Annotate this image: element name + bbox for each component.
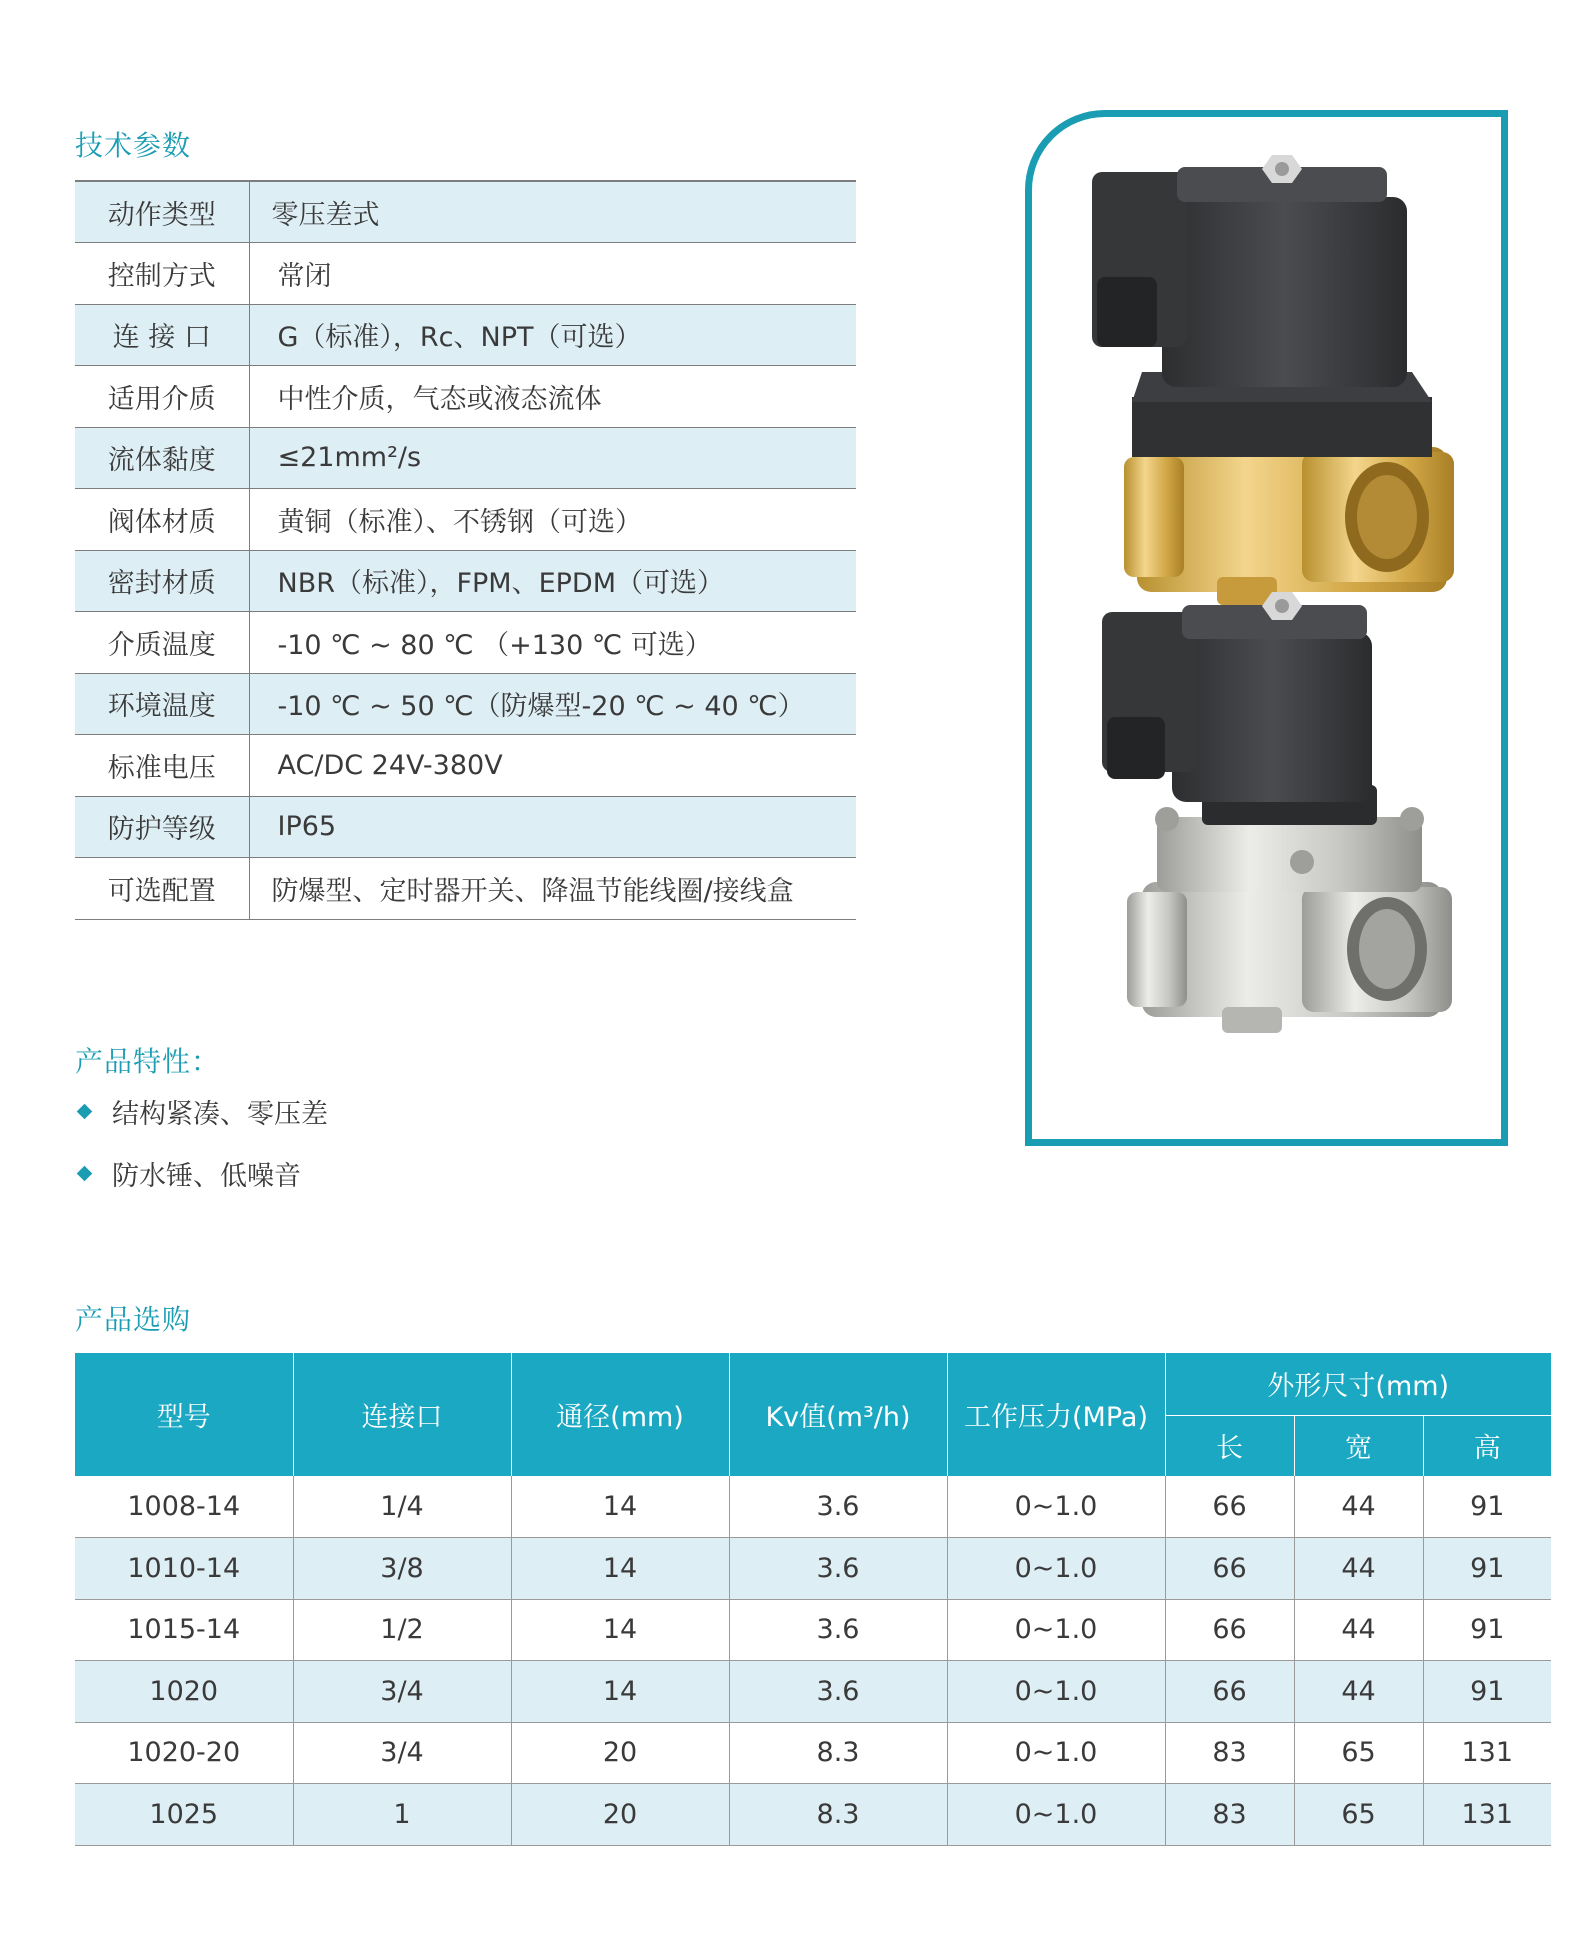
- cell-height: 131: [1423, 1784, 1551, 1846]
- feature-text: 结构紧凑、零压差: [112, 1099, 328, 1130]
- spec-row: [75, 366, 856, 428]
- spec-row: [75, 673, 856, 735]
- cell-kv: 3.6: [729, 1599, 947, 1661]
- spec-label: 流体黏度: [75, 427, 249, 489]
- column-header-dimensions: 外形尺寸(mm): [1165, 1353, 1551, 1415]
- column-header-width: 宽: [1294, 1415, 1423, 1476]
- spec-value: 黄铜（标准）、不锈钢（可选）: [249, 489, 856, 551]
- cell-pressure: 0~1.0: [947, 1661, 1165, 1723]
- cell-length: 83: [1165, 1784, 1294, 1846]
- selection-section-title: 产品选购: [75, 1303, 192, 1336]
- cell-width: 44: [1294, 1476, 1423, 1538]
- spec-row: [75, 612, 856, 674]
- spec-label: 阀体材质: [75, 489, 249, 551]
- cell-model: 1015-14: [75, 1599, 293, 1661]
- cell-port: 1/2: [293, 1599, 511, 1661]
- spec-value: IP65: [249, 796, 856, 858]
- cell-length: 83: [1165, 1722, 1294, 1784]
- cell-width: 65: [1294, 1722, 1423, 1784]
- cell-model: 1025: [75, 1784, 293, 1846]
- cell-model: 1010-14: [75, 1538, 293, 1600]
- cell-kv: 3.6: [729, 1538, 947, 1600]
- table-row: [75, 1661, 1551, 1723]
- spec-label: 标准电压: [75, 735, 249, 797]
- cell-port: 3/4: [293, 1661, 511, 1723]
- spec-value: 零压差式: [249, 181, 856, 243]
- spec-table: [75, 180, 856, 920]
- cell-length: 66: [1165, 1538, 1294, 1600]
- spec-label: 环境温度: [75, 673, 249, 735]
- stainless-valve-image: [1102, 592, 1452, 1033]
- cell-width: 44: [1294, 1538, 1423, 1600]
- spec-label: 密封材质: [75, 550, 249, 612]
- cell-height: 91: [1423, 1538, 1551, 1600]
- spec-label: 控制方式: [75, 243, 249, 305]
- cell-length: 66: [1165, 1661, 1294, 1723]
- cell-bore: 14: [511, 1538, 729, 1600]
- cell-length: 66: [1165, 1599, 1294, 1661]
- spec-value: -10 ℃ ~ 50 ℃（防爆型-20 ℃ ~ 40 ℃）: [249, 673, 856, 735]
- cell-pressure: 0~1.0: [947, 1722, 1165, 1784]
- spec-value: ≤21mm²/s: [249, 427, 856, 489]
- cell-height: 91: [1423, 1476, 1551, 1538]
- cell-kv: 3.6: [729, 1476, 947, 1538]
- spec-label: 适用介质: [75, 366, 249, 428]
- spec-row: [75, 550, 856, 612]
- table-row: [75, 1722, 1551, 1784]
- column-header-port: 连接口: [293, 1353, 511, 1476]
- spec-section-title: 技术参数: [75, 129, 192, 162]
- feature-item: [75, 1154, 301, 1193]
- diamond-bullet-icon: [77, 1166, 93, 1182]
- spec-value: 中性介质，气态或液态流体: [249, 366, 856, 428]
- column-header-length: 长: [1165, 1415, 1294, 1476]
- spec-label: 防护等级: [75, 796, 249, 858]
- spec-label: 可选配置: [75, 858, 249, 920]
- diamond-bullet-icon: [77, 1104, 93, 1120]
- brass-valve-image: [1092, 155, 1454, 605]
- feature-text: 防水锤、低噪音: [112, 1161, 301, 1192]
- column-header-height: 高: [1423, 1415, 1551, 1476]
- spec-row: [75, 489, 856, 551]
- table-row: [75, 1538, 1551, 1600]
- spec-value: G（标准），Rc、NPT（可选）: [249, 304, 856, 366]
- spec-row: [75, 735, 856, 797]
- cell-bore: 14: [511, 1599, 729, 1661]
- spec-value: NBR（标准），FPM、EPDM（可选）: [249, 550, 856, 612]
- cell-width: 44: [1294, 1661, 1423, 1723]
- cell-width: 65: [1294, 1784, 1423, 1846]
- selection-table: [75, 1353, 1551, 1846]
- column-header-pressure: 工作压力(MPa): [947, 1353, 1165, 1476]
- cell-port: 1: [293, 1784, 511, 1846]
- cell-model: 1020: [75, 1661, 293, 1723]
- cell-height: 91: [1423, 1599, 1551, 1661]
- spec-value: AC/DC 24V-380V: [249, 735, 856, 797]
- column-header-model: 型号: [75, 1353, 293, 1476]
- features-section-title: 产品特性：: [75, 1045, 221, 1078]
- cell-port: 3/4: [293, 1722, 511, 1784]
- spec-row: [75, 796, 856, 858]
- spec-row: [75, 427, 856, 489]
- spec-row: [75, 304, 856, 366]
- cell-pressure: 0~1.0: [947, 1538, 1165, 1600]
- spec-label: 动作类型: [75, 181, 249, 243]
- cell-height: 131: [1423, 1722, 1551, 1784]
- cell-bore: 14: [511, 1661, 729, 1723]
- spec-value: 常闭: [249, 243, 856, 305]
- cell-kv: 8.3: [729, 1784, 947, 1846]
- cell-width: 44: [1294, 1599, 1423, 1661]
- cell-length: 66: [1165, 1476, 1294, 1538]
- table-row: [75, 1476, 1551, 1538]
- column-header-kv: Kv值(m³/h): [729, 1353, 947, 1476]
- cell-pressure: 0~1.0: [947, 1476, 1165, 1538]
- product-images: [1032, 117, 1501, 1139]
- table-row: [75, 1599, 1551, 1661]
- spec-label: 连 接 口: [75, 304, 249, 366]
- cell-bore: 20: [511, 1784, 729, 1846]
- cell-kv: 8.3: [729, 1722, 947, 1784]
- column-header-bore: 通径(mm): [511, 1353, 729, 1476]
- spec-value: -10 ℃ ~ 80 ℃ （+130 ℃ 可选）: [249, 612, 856, 674]
- cell-model: 1020-20: [75, 1722, 293, 1784]
- cell-bore: 20: [511, 1722, 729, 1784]
- cell-port: 1/4: [293, 1476, 511, 1538]
- product-image-frame: [1025, 110, 1508, 1146]
- spec-row: [75, 243, 856, 305]
- spec-value: 防爆型、定时器开关、降温节能线圈/接线盒: [249, 858, 856, 920]
- feature-item: [75, 1092, 328, 1131]
- spec-label: 介质温度: [75, 612, 249, 674]
- spec-row: [75, 858, 856, 920]
- cell-kv: 3.6: [729, 1661, 947, 1723]
- cell-pressure: 0~1.0: [947, 1599, 1165, 1661]
- cell-height: 91: [1423, 1661, 1551, 1723]
- table-row: [75, 1784, 1551, 1846]
- cell-pressure: 0~1.0: [947, 1784, 1165, 1846]
- spec-row: [75, 181, 856, 243]
- cell-model: 1008-14: [75, 1476, 293, 1538]
- cell-port: 3/8: [293, 1538, 511, 1600]
- cell-bore: 14: [511, 1476, 729, 1538]
